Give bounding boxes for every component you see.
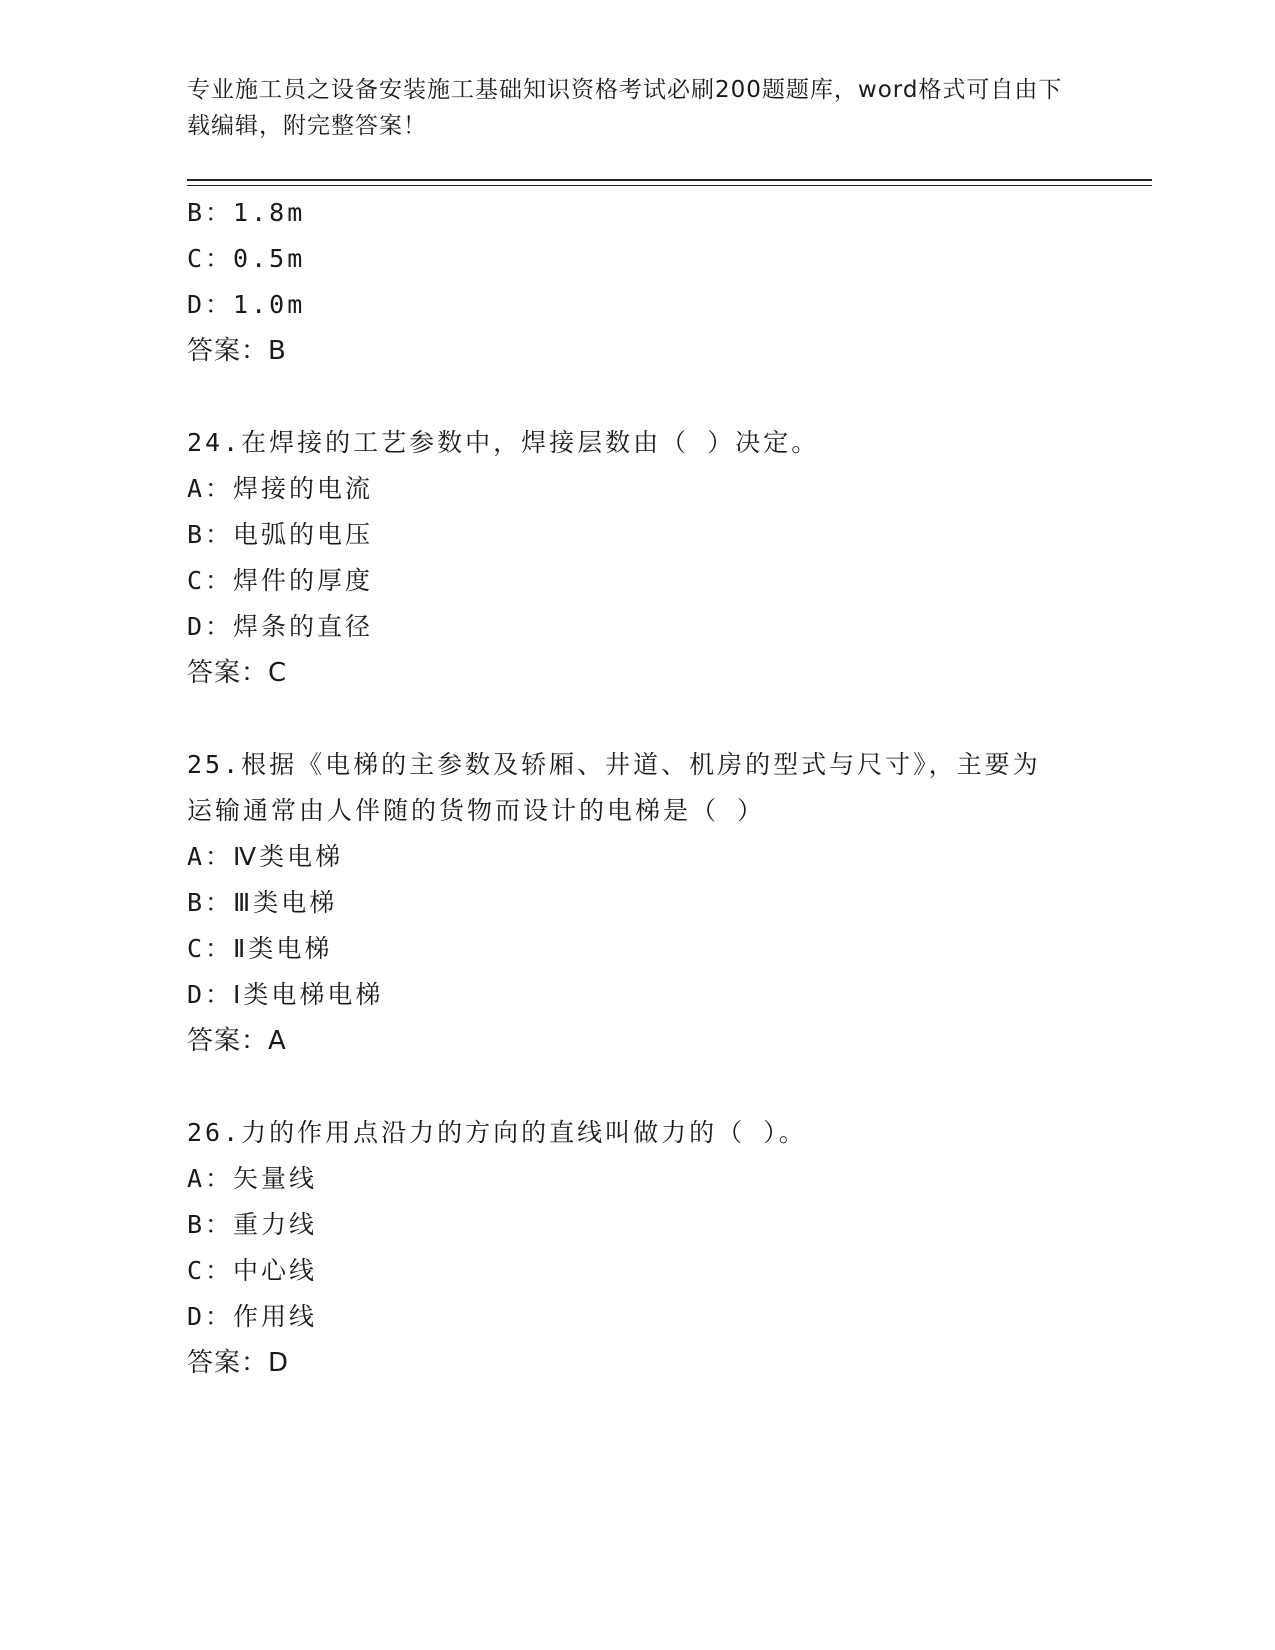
option-b: B：重力线: [187, 1210, 318, 1239]
spacer: [187, 374, 1087, 420]
question-stem: 25.根据《电梯的主参数及轿厢、井道、机房的型式与尺寸》，主要为: [187, 750, 1041, 779]
question-block-26: [187, 1110, 1087, 1386]
document-header-title: 专业施工员之设备安装施工基础知识资格考试必刷200题题库，word格式可自由下载编辑，附完整答案！: [187, 77, 1063, 139]
spacer: [187, 696, 1087, 742]
question-stem-continued: 运输通常由人伴随的货物而设计的电梯是（ ）: [187, 796, 766, 825]
option-c: C：Ⅱ类电梯: [187, 934, 333, 963]
question-stem: 24.在焊接的工艺参数中，焊接层数由（ ）决定。: [187, 428, 820, 457]
answer-line: 答案：A: [187, 1026, 287, 1056]
option-d: D：Ⅰ类电梯电梯: [187, 980, 384, 1009]
option-c: C：焊件的厚度: [187, 566, 374, 595]
header-divider-top: [187, 179, 1152, 181]
answer-line: 答案：D: [187, 1348, 290, 1378]
option-b: B：Ⅲ类电梯: [187, 888, 338, 917]
option-a: A：Ⅳ类电梯: [187, 842, 344, 871]
question-list: [187, 190, 1087, 1386]
header-divider-bottom: [187, 185, 1152, 186]
option-a: A：矢量线: [187, 1164, 318, 1193]
option-c: C：中心线: [187, 1256, 318, 1285]
option-c: C：0.5m: [187, 244, 306, 273]
question-block-24: [187, 420, 1087, 696]
option-b: B：1.8m: [187, 198, 306, 227]
option-d: D：作用线: [187, 1302, 318, 1331]
spacer: [187, 1064, 1087, 1110]
question-stem: 26.力的作用点沿力的方向的直线叫做力的（ ）。: [187, 1118, 807, 1147]
option-d: D：1.0m: [187, 290, 306, 319]
answer-line: 答案：C: [187, 658, 288, 688]
answer-line: 答案：B: [187, 336, 287, 366]
question-block-25: [187, 742, 1087, 1064]
question-block-prev: [187, 190, 1087, 374]
option-d: D：焊条的直径: [187, 612, 374, 641]
option-b: B：电弧的电压: [187, 520, 374, 549]
option-a: A：焊接的电流: [187, 474, 374, 503]
